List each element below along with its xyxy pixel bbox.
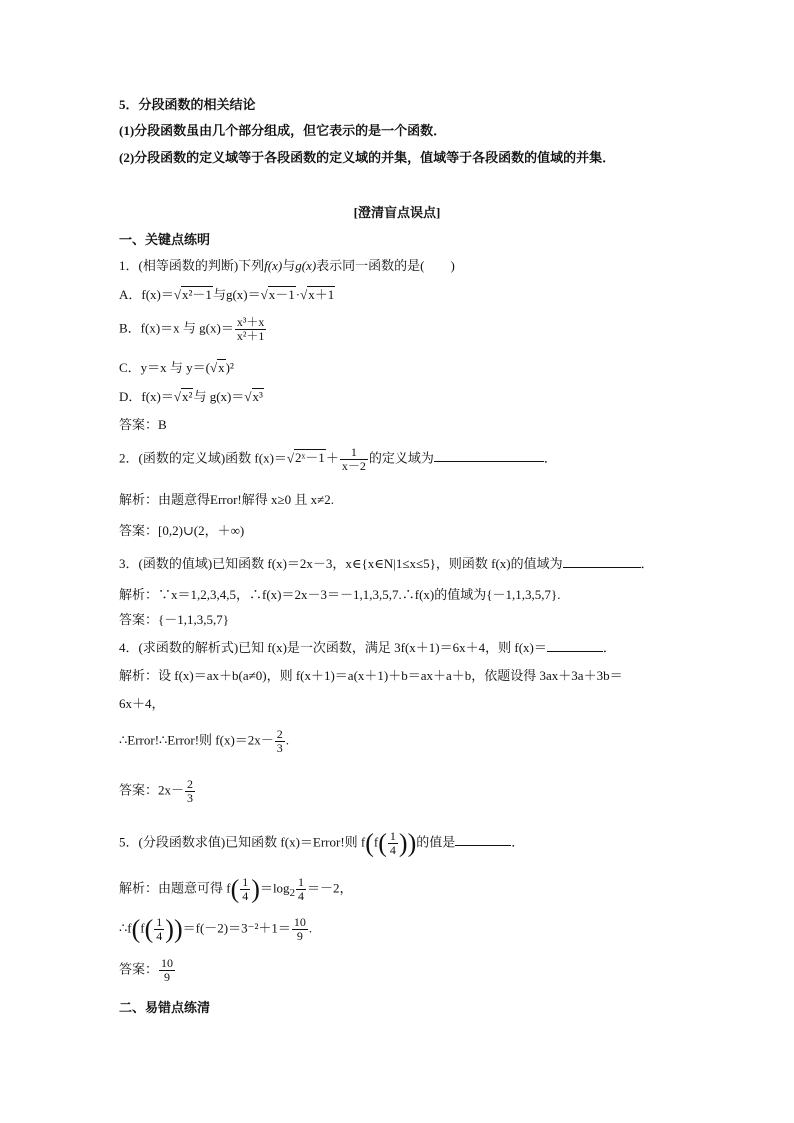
q2-solution: 解析：由题意得Error!解得 x≥0 且 x≠2. <box>119 492 335 507</box>
q4-solution-line1: 解析：设 f(x)＝ax＋b(a≠0)，则 f(x＋1)＝a(x＋1)＋b＝ax＋a＋b，依题设得 3ax＋3a＋3b＝ <box>119 668 623 683</box>
q5-fraction: $\frac{1}{4}$ <box>389 829 396 857</box>
q5-solution-fraction-d: $\frac{10}{9}$ <box>293 915 306 943</box>
q5-solution-line1: 解析：由题意可得 f( $\frac{1}{4}$ )$=\log_2$ $\frac{1}{4}$ ＝－2， <box>119 874 353 904</box>
q5-solution-fraction-c: $\frac{1}{4}$ <box>156 915 163 943</box>
q1-option-a: A．f(x)＝√x²－1与g(x)＝√x－1·√x＋1 <box>119 287 335 302</box>
q5-solution-fraction-b: $\frac{1}{4}$ <box>297 875 304 903</box>
q3-stem: 3．(函数的值域)已知函数 f(x)＝2x－3，x∈{x∈N|1≤x≤5}，则函数 f(x)的值域为 ． <box>119 556 654 571</box>
q3-answer-blank <box>563 555 641 568</box>
section5-title: 5．分段函数的相关结论 <box>119 97 256 112</box>
part2-heading: 二、易错点练清 <box>119 1000 211 1015</box>
q1-stem: 1．(相等函数的判断)下列f(x)与g(x)表示同一函数的是( ) <box>119 258 455 273</box>
q5-answer-fraction: $\frac{10}{9}$ <box>161 956 174 984</box>
q1-option-b-fraction: $\frac{\text{x³＋x}}{\text{x²＋1}}$ <box>236 315 265 343</box>
q1-option-d: D．f(x)＝√x²与 g(x)＝√x³ <box>119 389 263 404</box>
q2-fraction: $\frac{1}{x-2}$ <box>341 445 366 473</box>
q1-option-b: B．f(x)＝x 与 g(x)＝ $\frac{\text{x³＋x}}{\text{x²＋1}}$ <box>119 315 265 343</box>
q4-answer-fraction: $\frac{2}{3}$ <box>187 777 194 805</box>
part1-heading: 一、关键点练明 <box>119 232 211 247</box>
q2-stem: 2．(函数的定义域)函数 f(x)＝√2ˣ－1＋ $\frac{1}{x-2}$ 的定义域为 ． <box>119 445 557 473</box>
section5-point1: (1)分段函数虽由几个部分组成，但它表示的是一个函数． <box>119 123 447 138</box>
section5-point2: (2)分段函数的定义域等于各段函数的定义域的并集，值域等于各段函数的值域的并集． <box>119 150 616 165</box>
q5-solution-fraction-a: $\frac{1}{4}$ <box>242 875 249 903</box>
q5-answer-blank <box>455 833 511 846</box>
q4-stem: 4．(求函数的解析式)已知 f(x)是一次函数，满足 3f(x＋1)＝6x＋4，则 f(x)＝ ． <box>119 640 616 655</box>
q4-solution-line2: 6x＋4， <box>119 696 165 711</box>
q3-solution: 解析：∵x＝1,2,3,4,5，∴f(x)＝2x－3＝－1,1,3,5,7.∴f(x)的值域为{－1,1,3,5,7}. <box>119 587 561 602</box>
q2-answer: 答案：[0,2)∪(2，＋∞) <box>119 523 245 538</box>
q5-solution-line2: ∴f(f( $\frac{1}{4}$ ))＝f(－2)＝3⁻²＋1＝ $\frac{10}{9}$ . <box>119 914 313 944</box>
section-heading: [澄清盲点误点] <box>353 205 441 220</box>
q4-answer: 答案：2x－ $\frac{2}{3}$ <box>119 777 194 805</box>
q4-solution-line3: ∴Error!∴Error!则 f(x)＝2x－ $\frac{2}{3}$ . <box>119 727 290 755</box>
q3-answer: 答案：{－1,1,3,5,7} <box>119 612 229 627</box>
q5-stem: 5．(分段函数求值)已知函数 f(x)＝Error!则 f(f( $\frac{1}{4}$ ))的值是 ． <box>119 828 525 858</box>
q4-answer-blank <box>547 639 603 652</box>
q4-solution-fraction: $\frac{2}{3}$ <box>276 727 283 755</box>
q5-answer: 答案： $\frac{10}{9}$ <box>119 956 174 984</box>
q1-option-c: C．y＝x 与 y＝(√x)² <box>119 360 234 375</box>
q1-answer: 答案：B <box>119 417 167 432</box>
q2-answer-blank <box>434 449 544 462</box>
